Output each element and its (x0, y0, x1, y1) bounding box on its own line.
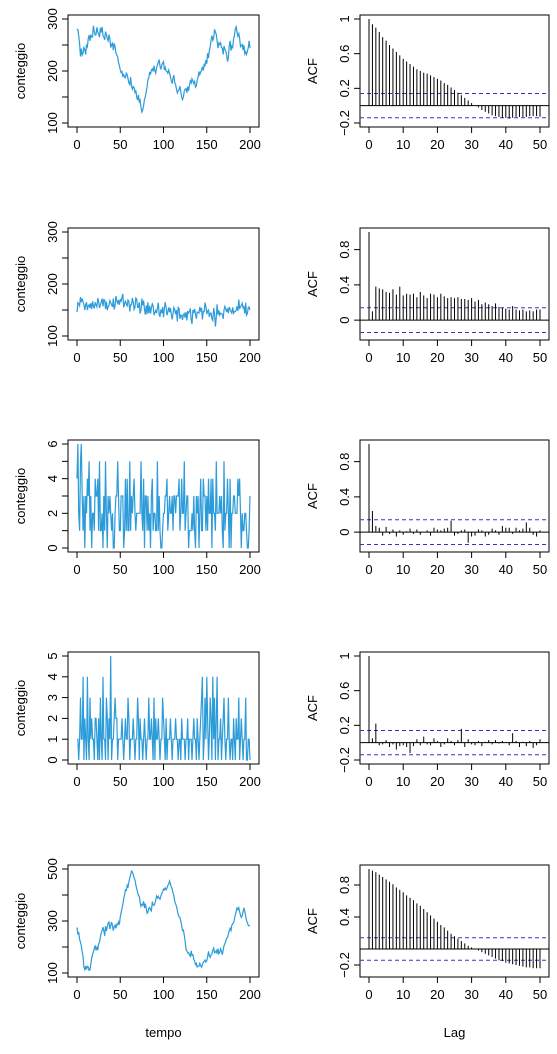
panel-1-ts-xtick-label: 100 (152, 137, 175, 152)
panel-4-ts-xtick-label: 50 (113, 774, 128, 789)
panel-1-acf-xtick-label: 40 (498, 137, 514, 152)
panel-5-acf-ylabel: ACF (305, 908, 320, 934)
panel-2-acf-ylabel: ACF (305, 271, 320, 297)
panel-2-acf-xtick-label: 10 (395, 350, 411, 365)
panel-5-ts-ylabel: conteggio (13, 892, 28, 950)
panel-4-acf-ytick-label: 1 (337, 652, 352, 660)
panel-4-ts-xtick-label: 100 (152, 774, 175, 789)
panel-3-ts-ytick-label: 6 (45, 440, 60, 448)
panel-5-acf-xtick-label: 20 (430, 987, 445, 1002)
panel-3-ts-ylabel: conteggio (13, 467, 28, 525)
panel-1-acf-frame (360, 15, 549, 127)
panel-2-acf-xtick-label: 0 (365, 350, 373, 365)
panel-1-ts-xtick-label: 200 (239, 137, 261, 152)
panel-4-acf-ytick-label: 0.6 (337, 681, 352, 700)
panel-5-ts-ytick-label: 100 (45, 962, 60, 984)
panel-5-ts-series-line (77, 871, 250, 970)
panel-4-acf-xtick-label: 0 (365, 774, 373, 789)
panel-1-acf-xtick-label: 30 (464, 137, 479, 152)
panel-5-acf-xtick-label: 30 (464, 987, 479, 1002)
panel-4-ts-ytick-label: 1 (45, 735, 60, 743)
panel-2-acf-ytick-label: 0.8 (337, 240, 352, 259)
panel-1-ts-xtick-label: 150 (195, 137, 218, 152)
panel-4-acf-ytick-label: −0.2 (337, 747, 352, 773)
panel-4-acf-frame (360, 652, 549, 764)
panel-2-acf-ytick-label: 0 (337, 316, 352, 324)
panel-2-acf-ytick-label: 0.4 (337, 275, 352, 294)
panel-5-acf-xtick-label: 0 (365, 987, 373, 1002)
panel-3-ts-ytick-label: 0 (45, 544, 60, 552)
panel-3-acf-ylabel: ACF (305, 483, 320, 509)
panel-4-ts-ytick-label: 4 (45, 673, 60, 681)
panel-1-acf-xtick-label: 20 (430, 137, 445, 152)
panel-5-ts-xtick-label: 100 (152, 987, 175, 1002)
panel-4-ts-ytick-label: 2 (45, 714, 60, 723)
panel-4-acf-xtick-label: 20 (430, 774, 445, 789)
panel-4-acf-ytick-label: 0.2 (337, 716, 352, 735)
panel-5-acf-xtick-label: 40 (498, 987, 514, 1002)
panel-2-ts-ytick-label: 200 (45, 273, 60, 295)
panel-3-acf-xtick-label: 10 (395, 562, 411, 577)
panel-3-ts-xtick-label: 150 (195, 562, 218, 577)
panel-3-acf-xtick-label: 30 (464, 562, 479, 577)
panel-5-ts-xtick-label: 50 (113, 987, 128, 1002)
panel-3-acf-ytick-label: 0 (337, 528, 352, 536)
panel-5-ts-ytick-label: 300 (45, 910, 60, 932)
panel-3-ts-xtick-label: 50 (113, 562, 128, 577)
panel-2-ts-xtick-label: 50 (113, 350, 128, 365)
panel-4-acf-ylabel: ACF (305, 695, 320, 721)
panel-5-ts-ytick-label: 500 (45, 858, 60, 880)
panel-1-ts-ytick-label: 300 (45, 8, 60, 30)
panel-4-ts-xtick-label: 150 (195, 774, 218, 789)
panel-2-ts-frame (68, 228, 259, 340)
panel-4-ts-ytick-label: 5 (45, 652, 60, 660)
panel-1-acf-ytick-label: 0.2 (337, 79, 352, 98)
panel-4-ts-xtick-label: 200 (239, 774, 261, 789)
panel-1-acf-ytick-label: −0.2 (337, 110, 352, 136)
panel-1-ts-xtick-label: 50 (113, 137, 128, 152)
panel-2-acf-xtick-label: 30 (464, 350, 479, 365)
panel-2-ts-xtick-label: 0 (73, 350, 81, 365)
panel-3-ts-ytick-label: 4 (45, 475, 60, 483)
panel-5-acf-ytick-label: 0.8 (337, 875, 352, 895)
panel-4-ts-series-line (77, 656, 250, 760)
panel-3-ts-xtick-label: 100 (152, 562, 175, 577)
panel-5-ts-xtick-label: 150 (195, 987, 218, 1002)
panel-1-ts-xtick-label: 0 (73, 137, 81, 152)
panel-5-acf-xtick-label: 50 (532, 987, 548, 1002)
panel-2-ts-series-line (77, 294, 250, 327)
panel-3-ts-xtick-label: 0 (73, 562, 81, 577)
xlabel-lag: Lag (443, 1025, 466, 1040)
panel-5-acf-ytick-label: −0.2 (337, 952, 352, 978)
panel-4-acf-xtick-label: 50 (532, 774, 548, 789)
panel-3-ts-ytick-label: 2 (45, 509, 60, 517)
panel-1-acf-xtick-label: 10 (395, 137, 411, 152)
panel-5-ts-frame (68, 865, 259, 977)
panel-2-ts-ytick-label: 100 (45, 325, 60, 347)
panel-2-acf-xtick-label: 50 (532, 350, 548, 365)
panel-4-ts-ylabel: conteggio (13, 679, 28, 737)
panel-3-ts-xtick-label: 200 (239, 562, 261, 577)
panel-3-acf-ytick-label: 0.8 (337, 452, 352, 471)
panel-3-acf-xtick-label: 0 (365, 562, 373, 577)
panel-4-acf-xtick-label: 40 (498, 774, 514, 789)
panel-1-ts-ylabel: conteggio (13, 42, 28, 100)
panel-2-ts-ylabel: conteggio (13, 255, 28, 313)
panel-4-acf-xtick-label: 30 (464, 774, 479, 789)
panel-5-ts-xtick-label: 0 (73, 987, 81, 1002)
panel-2-ts-xtick-label: 200 (239, 350, 261, 365)
panel-5-acf-ytick-label: 0.4 (337, 907, 352, 927)
panel-3-acf-xtick-label: 50 (532, 562, 548, 577)
panel-4-ts-xtick-label: 0 (73, 774, 81, 789)
panel-1-acf-ylabel: ACF (305, 58, 320, 84)
panel-1-ts-series-line (77, 26, 250, 112)
panel-3-ts-series-line (77, 444, 250, 548)
panel-5-acf-xtick-label: 10 (395, 987, 411, 1002)
panel-1-ts-ytick-label: 100 (45, 112, 60, 134)
panel-1-ts-ytick-label: 200 (45, 60, 60, 82)
panel-1-acf-ytick-label: 0.6 (337, 44, 352, 63)
panel-3-acf-xtick-label: 20 (430, 562, 445, 577)
panel-4-acf-xtick-label: 10 (395, 774, 411, 789)
panel-2-acf-frame (360, 228, 549, 340)
panel-3-acf-ytick-label: 0.4 (337, 487, 352, 506)
panel-2-acf-xtick-label: 40 (498, 350, 514, 365)
panel-2-acf-xtick-label: 20 (430, 350, 445, 365)
panel-4-ts-ytick-label: 0 (45, 756, 60, 764)
panel-3-acf-xtick-label: 40 (498, 562, 514, 577)
panel-1-acf-ytick-label: 1 (337, 15, 352, 23)
panel-1-acf-xtick-label: 50 (532, 137, 548, 152)
panel-2-ts-xtick-label: 150 (195, 350, 218, 365)
panel-4-ts-ytick-label: 3 (45, 693, 60, 702)
panel-5-ts-xtick-label: 200 (239, 987, 261, 1002)
panel-1-acf-xtick-label: 0 (365, 137, 373, 152)
xlabel-tempo: tempo (145, 1025, 182, 1040)
panel-2-ts-ytick-label: 300 (45, 221, 60, 243)
panel-2-ts-xtick-label: 100 (152, 350, 175, 365)
